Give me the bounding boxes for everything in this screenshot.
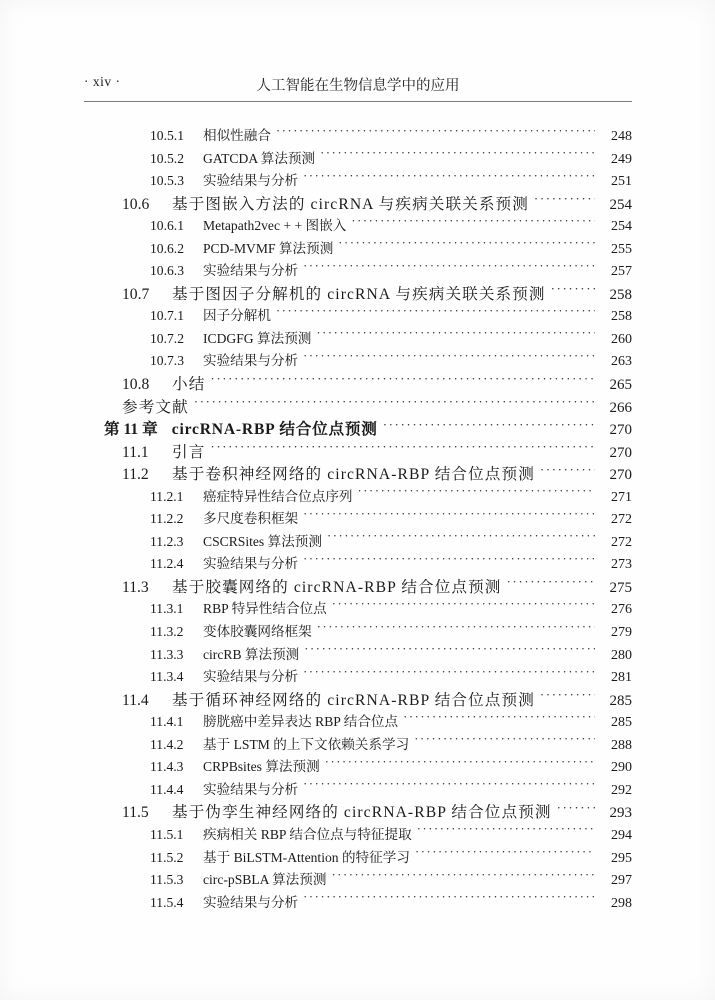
toc-entry-title: CSCRSites 算法预测	[203, 533, 322, 549]
toc-leader-dots	[303, 510, 595, 524]
toc-entry[interactable]	[0, 868, 715, 891]
toc-entry-title: 基于胶囊网络的 circRNA-RBP 结合位点预测	[172, 578, 502, 596]
toc-leader-dots	[303, 555, 595, 569]
toc-entry-number: 11.3	[122, 578, 149, 596]
toc-leader-dots	[325, 758, 595, 772]
toc-entry-page-number: 258	[609, 286, 632, 303]
toc-entry[interactable]	[0, 733, 715, 756]
toc-entry-page-number: 273	[611, 557, 632, 573]
toc-entry-title: GATCDA 算法预测	[203, 150, 316, 166]
toc-entry-number: 11.5	[122, 804, 149, 822]
toc-entry-page-number: 251	[611, 174, 632, 190]
toc-entry-page-number: 285	[611, 715, 632, 731]
toc-entry-title: CRPBsites 算法预测	[203, 759, 320, 775]
toc-entry-number: 10.5.1	[150, 128, 184, 143]
toc-entry-page-number: 292	[611, 782, 632, 798]
toc-leader-dots	[327, 532, 595, 546]
toc-entry-page-number: 265	[609, 377, 632, 394]
toc-leader-dots	[417, 825, 595, 839]
toc-entry-page-number: 270	[609, 422, 632, 439]
toc-entry-page-number: 255	[611, 241, 632, 257]
toc-leader-dots	[320, 149, 595, 163]
toc-entry-number: 10.5.3	[150, 173, 184, 189]
toc-entry-number: 11.2	[122, 466, 149, 484]
toc-entry-title: circRB 算法预测	[203, 646, 300, 662]
toc-entry-page-number: 290	[611, 760, 632, 776]
toc-entry-number: 11.5.1	[150, 826, 184, 842]
toc-entry[interactable]	[0, 575, 715, 598]
toc-entry-number: 11.2.3	[150, 533, 184, 549]
running-head-rule	[84, 101, 632, 102]
toc-leader-dots	[210, 441, 595, 457]
toc-entry[interactable]	[0, 440, 715, 463]
toc-entry-title: 实验结果与分析	[203, 781, 299, 797]
toc-entry-number: 11.4.2	[150, 736, 184, 752]
toc-entry-number: 11.2.2	[150, 511, 184, 527]
toc-entry-page-number: 275	[609, 579, 632, 596]
toc-entry-number: 10.7	[122, 285, 150, 303]
toc-entry-number: 11.4.3	[150, 759, 184, 775]
toc-entry-title: 相似性融合	[203, 128, 271, 143]
toc-entry[interactable]	[0, 665, 715, 688]
toc-entry-number: 10.7.2	[150, 330, 184, 346]
toc-leader-dots	[194, 396, 595, 412]
toc-entry-page-number: 276	[611, 602, 632, 618]
toc-entry[interactable]	[0, 192, 715, 215]
toc-entry-title: 基于卷积神经网络的 circRNA-RBP 结合位点预测	[172, 466, 535, 484]
toc-entry-title: 实验结果与分析	[203, 669, 299, 685]
toc-entry-number: 10.6.3	[150, 263, 184, 279]
toc-entry-title: 实验结果与分析	[203, 556, 299, 572]
toc-entry-page-number: 294	[611, 827, 632, 843]
toc-entry-title: 基于 BiLSTM-Attention 的特征学习	[203, 849, 410, 865]
toc-entry-page-number: 263	[611, 354, 632, 370]
toc-entry-page-number: 248	[611, 129, 632, 144]
toc-entry-page-number: 258	[611, 309, 632, 325]
toc-entry-number: 10.6.1	[150, 218, 184, 234]
toc-entry-page-number: 257	[611, 264, 632, 280]
toc-entry-page-number: 271	[611, 489, 632, 505]
toc-leader-dots	[276, 126, 595, 140]
toc-entry[interactable]	[0, 462, 715, 485]
toc-leader-dots	[276, 307, 595, 321]
toc-entry-title: 因子分解机	[203, 308, 271, 324]
toc-entry[interactable]	[0, 485, 715, 508]
toc-entry[interactable]	[0, 755, 715, 778]
toc-leader-dots	[351, 217, 595, 231]
toc-entry-title: 基于图嵌入方法的 circRNA 与疾病关联关系预测	[172, 195, 529, 213]
toc-entry-title: PCD-MVMF 算法预测	[203, 240, 334, 256]
toc-entry-number: 11.3.1	[150, 601, 184, 617]
toc-entry-title: Metapath2vec + + 图嵌入	[203, 218, 347, 234]
toc-entry[interactable]	[0, 507, 715, 530]
toc-entry-page-number: 298	[611, 895, 632, 911]
toc-entry-page-number: 285	[609, 692, 632, 709]
toc-leader-dots	[303, 262, 595, 276]
toc-entry-page-number: 266	[609, 399, 632, 416]
toc-entry-page-number: 288	[611, 737, 632, 753]
toc-entry-number: 10.7.3	[150, 353, 184, 369]
toc-entry-page-number: 249	[611, 151, 632, 167]
toc-entry-number: 11.4	[122, 691, 149, 709]
toc-entry[interactable]	[0, 327, 715, 350]
toc-leader-dots	[414, 735, 595, 749]
toc-entry[interactable]	[0, 304, 715, 327]
toc-leader-dots	[338, 239, 595, 253]
toc-leader-dots	[557, 802, 595, 818]
toc-leader-dots	[507, 576, 596, 592]
page-folio: · xiv ·	[84, 74, 121, 89]
toc-entry[interactable]	[0, 259, 715, 282]
toc-entry-number: 11.4.1	[150, 714, 184, 730]
toc-entry-number: 10.8	[122, 376, 150, 394]
toc-entry-title: 小结	[172, 376, 206, 394]
toc-entry[interactable]	[0, 147, 715, 170]
toc-entry-title: RBP 特异性结合位点	[203, 601, 327, 617]
toc-leader-dots	[303, 668, 595, 682]
toc-entry-title: 实验结果与分析	[203, 894, 299, 910]
toc-entry-title: 基于 LSTM 的上下文依赖关系学习	[203, 736, 410, 752]
toc-leader-dots	[540, 689, 595, 705]
toc-entry-number: 11.4.4	[150, 781, 184, 797]
toc-entry-title: circ-pSBLA 算法预测	[203, 872, 327, 888]
toc-leader-dots	[303, 893, 595, 907]
toc-entry[interactable]	[0, 620, 715, 643]
toc-entry-title: 参考文献	[122, 398, 189, 416]
toc-entry-page-number: 272	[611, 534, 632, 550]
running-head	[84, 74, 632, 98]
toc-entry-page-number: 254	[609, 196, 632, 213]
toc-entry-title: 基于伪孪生神经网络的 circRNA-RBP 结合位点预测	[172, 804, 552, 822]
toc-entry-title: 变体胶囊网络框架	[203, 624, 312, 640]
toc-entry-number: 10.6.2	[150, 240, 184, 256]
toc-entry[interactable]	[0, 891, 715, 914]
toc-entry-page-number: 281	[611, 670, 632, 686]
toc-leader-dots	[317, 622, 595, 636]
toc-entry-page-number: 270	[609, 444, 632, 461]
toc-leader-dots	[332, 600, 595, 614]
toc-entry-title: ICDGFG 算法预测	[203, 330, 312, 346]
toc-entry-title: 实验结果与分析	[203, 263, 299, 279]
toc-leader-dots	[358, 487, 595, 501]
toc-entry-number: 11.5.2	[150, 849, 184, 865]
toc-entry-title: circRNA-RBP 结合位点预测	[171, 421, 378, 439]
toc-entry[interactable]	[0, 800, 715, 823]
toc-entry-title: 癌症特异性结合位点序列	[203, 488, 353, 504]
running-title: 人工智能在生物信息学中的应用	[256, 78, 460, 94]
toc-entry-number: 10.5.2	[150, 150, 184, 166]
toc-entry[interactable]	[0, 417, 715, 440]
toc-leader-dots	[331, 870, 595, 884]
toc-leader-dots	[383, 419, 595, 435]
toc-entry[interactable]	[0, 846, 715, 869]
table-of-contents	[0, 124, 715, 913]
toc-entry-number: 第 11 章	[104, 421, 158, 439]
toc-leader-dots	[303, 352, 595, 366]
toc-entry-number: 11.5.3	[150, 872, 184, 888]
toc-entry-number: 10.7.1	[150, 308, 184, 324]
toc-entry-number: 11.2.1	[150, 488, 184, 504]
toc-entry-page-number: 260	[611, 331, 632, 347]
toc-leader-dots	[303, 172, 595, 186]
toc-entry[interactable]	[0, 643, 715, 666]
toc-entry-page-number: 254	[611, 219, 632, 235]
toc-entry-page-number: 297	[611, 873, 632, 889]
toc-leader-dots	[303, 780, 595, 794]
toc-leader-dots	[551, 283, 595, 299]
toc-entry-title: 多尺度卷积框架	[203, 511, 299, 527]
toc-entry-page-number: 279	[611, 625, 632, 641]
toc-entry[interactable]	[0, 372, 715, 395]
toc-entry-page-number: 270	[609, 467, 632, 484]
toc-entry[interactable]	[0, 710, 715, 733]
toc-entry-title: 基于图因子分解机的 circRNA 与疾病关联关系预测	[172, 285, 546, 303]
toc-entry[interactable]	[0, 214, 715, 237]
toc-entry-page-number: 280	[611, 647, 632, 663]
toc-entry[interactable]	[0, 282, 715, 305]
toc-entry[interactable]	[0, 169, 715, 192]
toc-entry[interactable]	[0, 597, 715, 620]
toc-entry-title: 疾病相关 RBP 结合位点与特征提取	[203, 826, 412, 842]
toc-entry-title: 引言	[172, 443, 206, 461]
toc-entry[interactable]	[0, 124, 715, 147]
toc-entry-number: 11.2.4	[150, 556, 184, 572]
toc-entry-number: 11.3.4	[150, 669, 184, 685]
toc-entry[interactable]	[0, 552, 715, 575]
toc-entry[interactable]	[0, 530, 715, 553]
toc-entry[interactable]	[0, 237, 715, 260]
toc-entry[interactable]	[0, 823, 715, 846]
toc-leader-dots	[304, 645, 595, 659]
toc-leader-dots	[210, 373, 595, 389]
toc-entry[interactable]	[0, 688, 715, 711]
toc-entry-number: 11.5.4	[150, 894, 184, 910]
toc-entry-title: 膀胱癌中差异表达 RBP 结合位点	[203, 714, 399, 730]
toc-entry-title: 实验结果与分析	[203, 173, 299, 189]
toc-entry-page-number: 295	[611, 850, 632, 866]
toc-entry-page-number: 293	[609, 805, 632, 822]
toc-entry-title: 基于循环神经网络的 circRNA-RBP 结合位点预测	[172, 691, 535, 709]
toc-entry-number: 10.6	[122, 195, 150, 213]
toc-entry-title: 实验结果与分析	[203, 353, 299, 369]
toc-leader-dots	[316, 329, 595, 343]
toc-entry[interactable]	[0, 349, 715, 372]
toc-leader-dots	[415, 848, 595, 862]
toc-entry-page-number: 272	[611, 512, 632, 528]
toc-entry-number: 11.3.2	[150, 624, 184, 640]
toc-leader-dots	[540, 464, 595, 480]
toc-leader-dots	[403, 713, 595, 727]
toc-entry-number: 11.1	[122, 443, 149, 461]
toc-entry-number: 11.3.3	[150, 646, 184, 662]
toc-entry[interactable]	[0, 778, 715, 801]
toc-leader-dots	[534, 193, 595, 209]
toc-entry[interactable]	[0, 395, 715, 418]
